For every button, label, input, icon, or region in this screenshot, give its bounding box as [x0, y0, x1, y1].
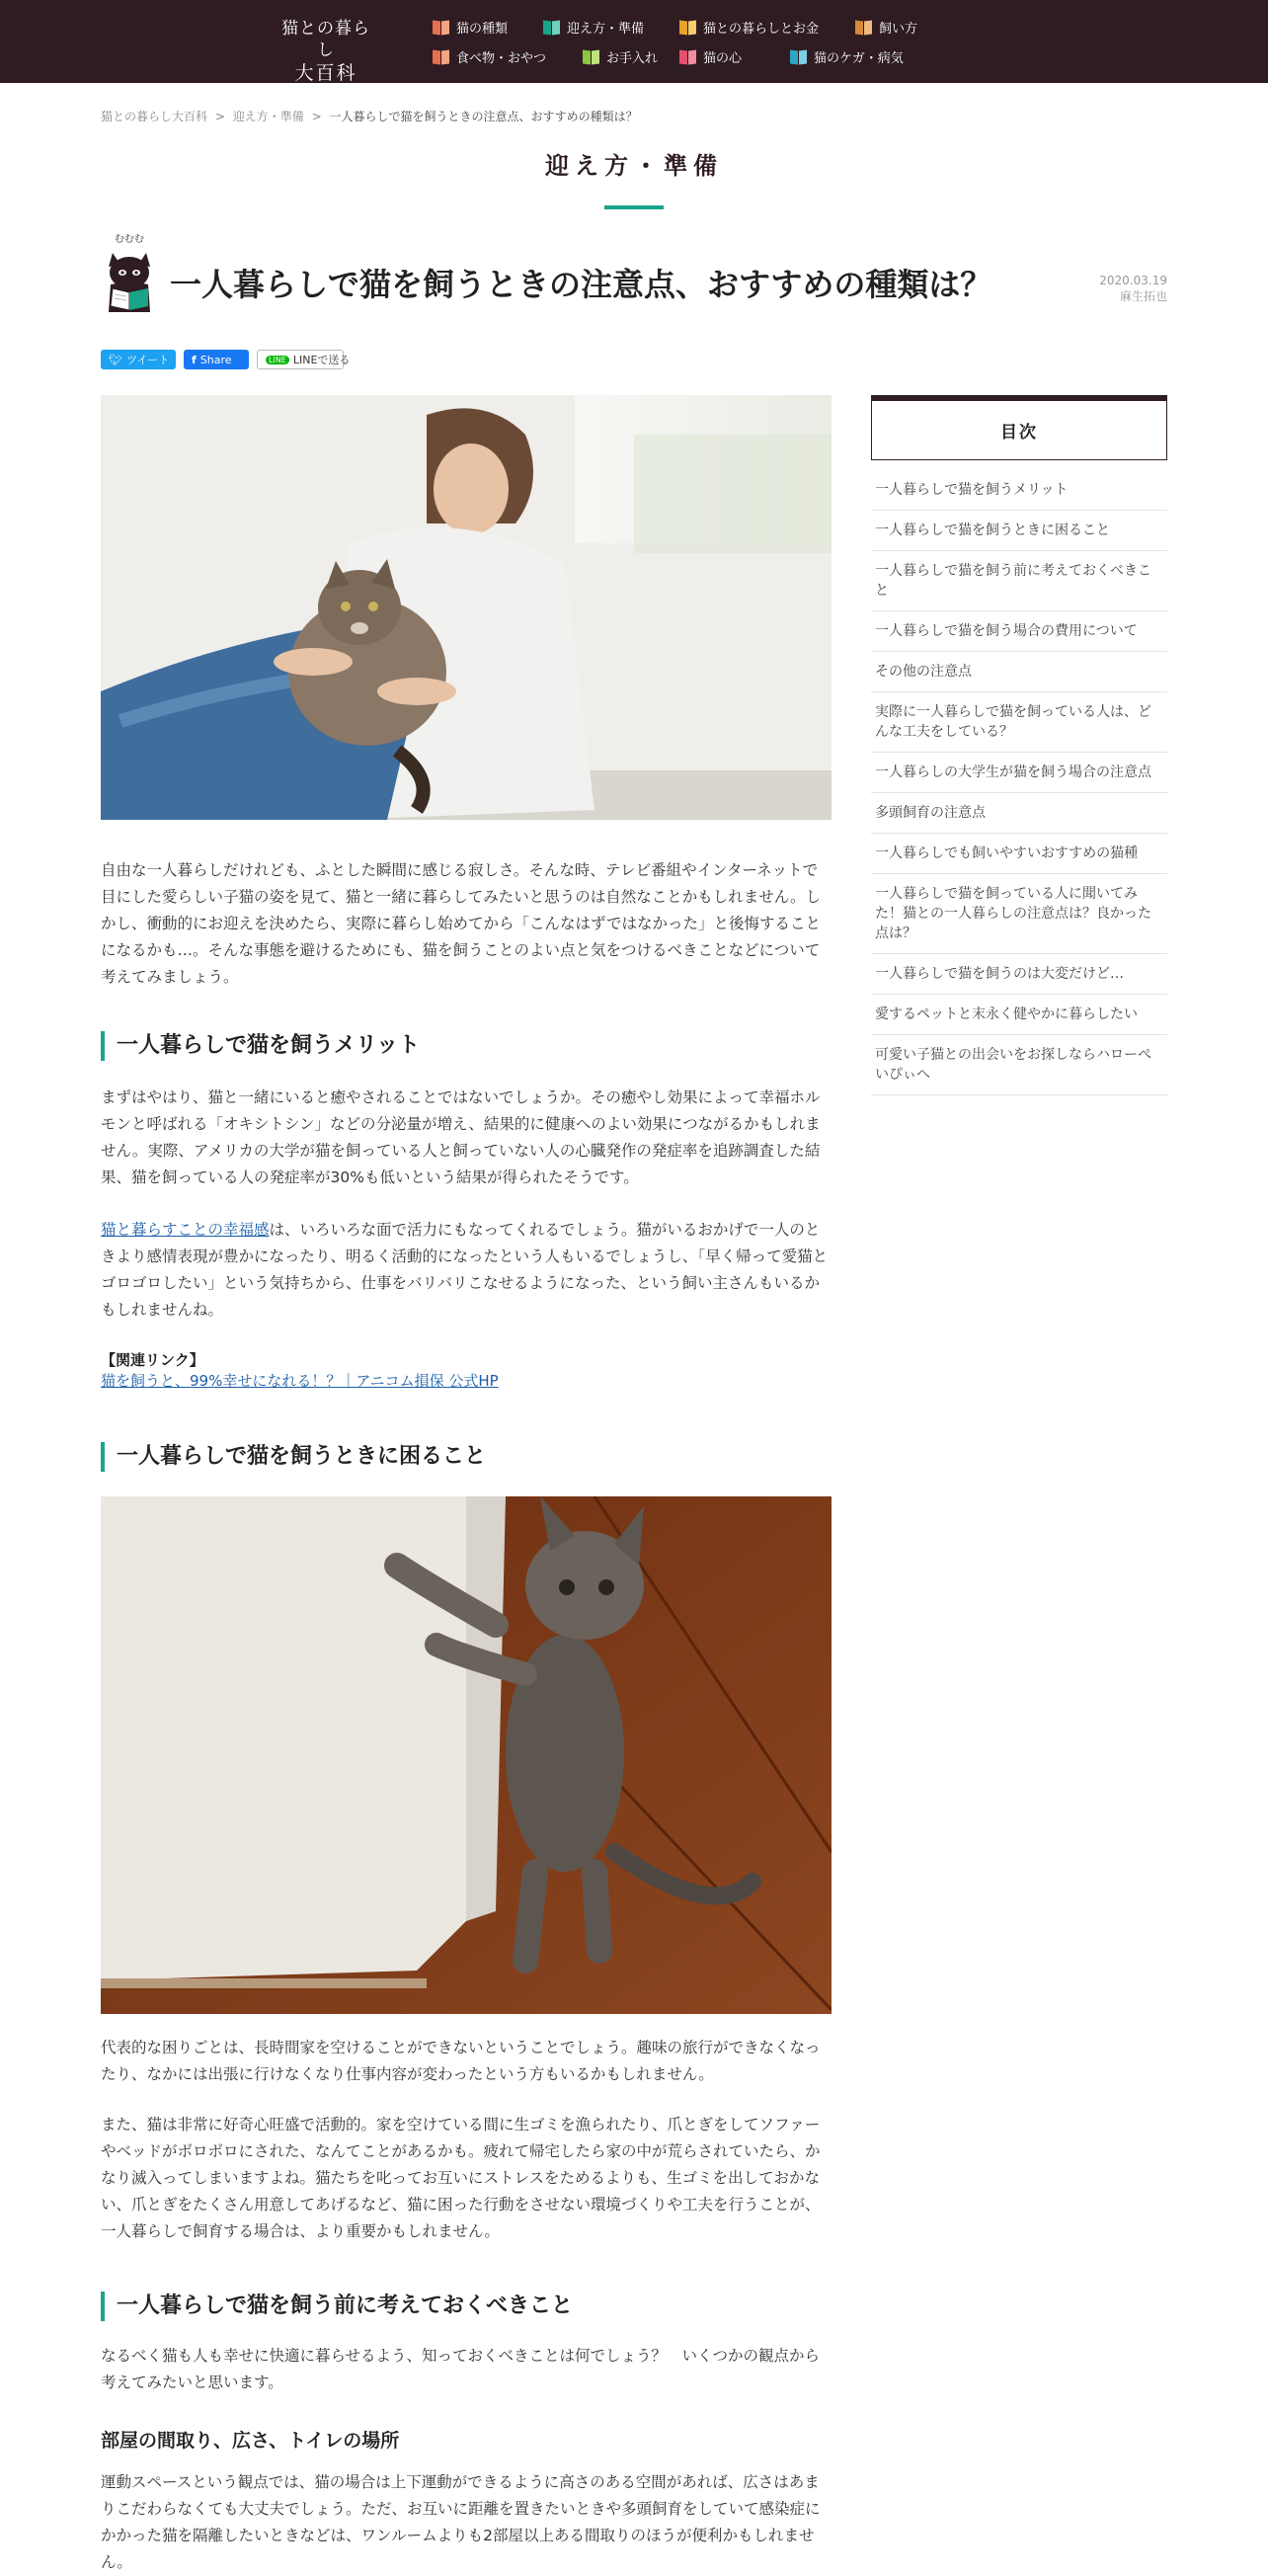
- kitten-scratching-wall-photo: [101, 1496, 832, 2014]
- breadcrumb-category[interactable]: 迎え方・準備: [232, 110, 304, 123]
- hero-photo-illustration: [101, 395, 832, 820]
- related-link-anicom[interactable]: 猫を飼うと、99%幸せになれる！？｜アニコム損保 公式HP: [101, 1372, 499, 1390]
- merit-paragraph-2: [101, 1217, 832, 1324]
- article-body: [101, 395, 832, 2571]
- nav-item-label: 食べ物・おやつ: [456, 51, 547, 66]
- twitter-bird-icon: 🐦︎: [109, 353, 122, 366]
- category-underline: [604, 205, 664, 209]
- toc-item[interactable]: 一人暮らしで猫を飼う前に考えておくべきこと: [871, 551, 1167, 611]
- related-links: [101, 1349, 832, 1391]
- nav-item-0[interactable]: [433, 18, 508, 37]
- facebook-share-button[interactable]: [184, 350, 249, 369]
- nav-item-1[interactable]: [543, 18, 644, 37]
- section-heading-before: 一人暮らしで猫を飼う前に考えておくべきこと: [101, 2292, 832, 2321]
- logo-line2: 大百科: [294, 62, 357, 84]
- line-share-button[interactable]: [257, 350, 351, 369]
- breadcrumb-separator: >: [311, 110, 322, 123]
- share-buttons: [101, 350, 351, 369]
- cat-reading-icon: [101, 233, 158, 316]
- toc-item[interactable]: 一人暮らしで猫を飼う場合の費用について: [871, 611, 1167, 652]
- article-meta: [1067, 273, 1167, 304]
- category-title: 迎え方・準備: [545, 152, 723, 180]
- nav-item-2[interactable]: [679, 18, 819, 37]
- toc-item[interactable]: 愛するペットと末永く健やかに暮らしたい: [871, 995, 1167, 1035]
- nav-item-5[interactable]: [583, 47, 658, 66]
- article-title: 一人暮らしで猫を飼うときの注意点、おすすめの種類は？: [170, 266, 992, 303]
- open-book-icon: [543, 21, 561, 35]
- before-paragraph-1: なるべく猫も人も幸せに快適に暮らせるよう、知っておくべきことは何でしょう？ いくつかの観点から考えてみたいと思います。: [101, 2347, 821, 2391]
- toc-item[interactable]: 一人暮らしで猫を飼うのは大変だけど…: [871, 954, 1167, 995]
- toc-item[interactable]: 一人暮らしの大学生が猫を飼う場合の注意点: [871, 753, 1167, 793]
- room-paragraph-1: 運動スペースという観点では、猫の場合は上下運動ができるように高さのある空間があれば、広さはあまりこだわらなくても大丈夫でしょう。ただ、お互いに距離を置きたいときや多頭飼育をしていて感染症にかかった猫を隔離したいときなどは、ワンルームよりも2部屋以上ある間取りのほうが便利かもしれません。: [101, 2473, 821, 2571]
- open-book-icon: [790, 50, 808, 64]
- subheading-room: 部屋の間取り、広さ、トイレの場所: [101, 2430, 400, 2452]
- kitten-photo-illustration: [101, 1496, 832, 2014]
- icon-caption: むむむ: [115, 234, 144, 245]
- intro-paragraph: 自由な一人暮らしだけれども、ふとした瞬間に感じる寂しさ。そんな時、テレビ番組やインターネットで目にした愛らしい子猫の姿を見て、猫と一緒に暮らしてみたいと思うのは自然なことかもしれません。しかし、衝動的にお迎えを決めたら、実際に暮らし始めてから「こんなはずではなかった」と後悔することになるかも…。そんな事態を避けるためにも、猫を飼うことのよい点と気をつけるべきことなどについて考えてみましょう。: [101, 861, 822, 986]
- section-heading-trouble: 一人暮らしで猫を飼うときに困ること: [101, 1442, 832, 1472]
- toc-item[interactable]: 一人暮らしで猫を飼っている人に聞いてみた！猫との一人暮らしの注意点は？良かった点は？: [871, 874, 1167, 954]
- trouble-paragraph-1: 代表的な困りごとは、長時間家を空けることができないということでしょう。趣味の旅行ができなくなったり、なかには出張に行けなくなり仕事内容が変わったという方もいるかもしれません。: [101, 2039, 821, 2083]
- line-share-label: LINEで送る: [292, 354, 351, 366]
- happiness-link[interactable]: 猫と暮らすことの幸福感: [101, 1221, 270, 1239]
- section-heading-merit: 一人暮らしで猫を飼うメリット: [101, 1031, 832, 1061]
- breadcrumb-separator: >: [214, 110, 225, 123]
- facebook-share-label: Share: [199, 353, 232, 366]
- trouble-paragraph-2: また、猫は非常に好奇心旺盛で活動的。家を空けている間に生ゴミを漁られたり、爪とぎをしてソファーやベッドがボロボロにされた、なんてことがあるかも。疲れて帰宅したら家の中が荒らされていたら、かなり滅入ってしまいますよね。猫たちを叱ってお互いにストレスをためるよりも、生ゴミを出しておかない、爪とぎをたくさん用意してあげるなど、猫に困った行動をさせない環境づくりや工夫を行うことが、一人暮らしで飼育する場合は、より重要かもしれません。: [101, 2116, 821, 2240]
- article-date: 2020.03.19: [1099, 274, 1167, 287]
- nav-item-label: 猫の心: [703, 51, 743, 66]
- nav-item-label: 猫のケガ・病気: [814, 51, 904, 66]
- site-header: [0, 0, 1268, 83]
- toc-item[interactable]: 一人暮らしで猫を飼うときに困ること: [871, 511, 1167, 551]
- toc-item[interactable]: 可愛い子猫との出会いをお探しならハローぺいぴぃへ: [871, 1035, 1167, 1095]
- toc-list: [871, 470, 1167, 1095]
- nav-item-label: 猫の種類: [456, 22, 509, 37]
- logo-line1: 猫との暮らし: [281, 19, 370, 60]
- cat-book-illustration: [101, 247, 158, 314]
- toc-item[interactable]: 一人暮らしで猫を飼うメリット: [871, 470, 1167, 511]
- open-book-icon: [855, 21, 873, 35]
- breadcrumb-home[interactable]: 猫との暮らし大百科: [101, 110, 208, 123]
- table-of-contents: [871, 395, 1167, 1095]
- related-links-label: 【関連リンク】: [101, 1351, 204, 1369]
- open-book-icon: [433, 50, 450, 64]
- toc-title: 目次: [871, 395, 1167, 460]
- site-logo[interactable]: [278, 18, 373, 85]
- toc-item[interactable]: 多頭飼育の注意点: [871, 793, 1167, 834]
- open-book-icon: [679, 50, 697, 64]
- open-book-icon: [583, 50, 600, 64]
- breadcrumb: [101, 108, 638, 124]
- nav-item-label: 猫との暮らしとお金: [703, 22, 820, 37]
- toc-item[interactable]: 実際に一人暮らしで猫を飼っている人は、どんな工夫をしている？: [871, 692, 1167, 753]
- nav-item-label: お手入れ: [606, 51, 659, 66]
- tweet-label: ツイート: [125, 354, 170, 366]
- nav-item-3[interactable]: [855, 18, 917, 37]
- nav-item-label: 迎え方・準備: [567, 22, 645, 37]
- article-author: 麻生拓也: [1119, 289, 1167, 303]
- line-icon: LINE: [266, 356, 289, 364]
- merit-paragraph-1: まずはやはり、猫と一緒にいると癒やされることではないでしょうか。その癒やし効果によって幸福ホルモンと呼ばれる「オキシトシン」などの分泌量が増え、結果的に健康へのよい効果につながるかもしれません。実際、アメリカの大学が猫を飼っている人と飼っていない人の心臓発作の発症率を追跡調査した結果、猫を飼っている人の発症率が30%も低いという結果が得られたそうです。: [101, 1088, 821, 1186]
- tweet-button[interactable]: [101, 350, 176, 369]
- nav-item-4[interactable]: [433, 47, 546, 66]
- open-book-icon: [433, 21, 450, 35]
- facebook-icon: f: [192, 353, 197, 366]
- merit-paragraph-2-text: は、いろいろな面で活力にもなってくれるでしょう。猫がいるおかげで一人のときより感情表現が豊かになったり、明るく活動的になったという人もいるでしょうし、「早く帰って愛猫とゴロゴロしたい」という気持ちから、仕事をバリバリこなせるようになった、という飼い主さんもいるかもしれませんね。: [101, 1221, 829, 1319]
- nav-item-7[interactable]: [790, 47, 904, 66]
- breadcrumb-current: 一人暮らしで猫を飼うときの注意点、おすすめの種類は？: [329, 110, 638, 123]
- toc-item[interactable]: 一人暮らしでも飼いやすいおすすめの猫種: [871, 834, 1167, 874]
- nav-item-label: 飼い方: [879, 22, 918, 37]
- nav-item-6[interactable]: [679, 47, 742, 66]
- open-book-icon: [679, 21, 697, 35]
- toc-item[interactable]: その他の注意点: [871, 652, 1167, 692]
- hero-photo-woman-holding-cat: [101, 395, 832, 820]
